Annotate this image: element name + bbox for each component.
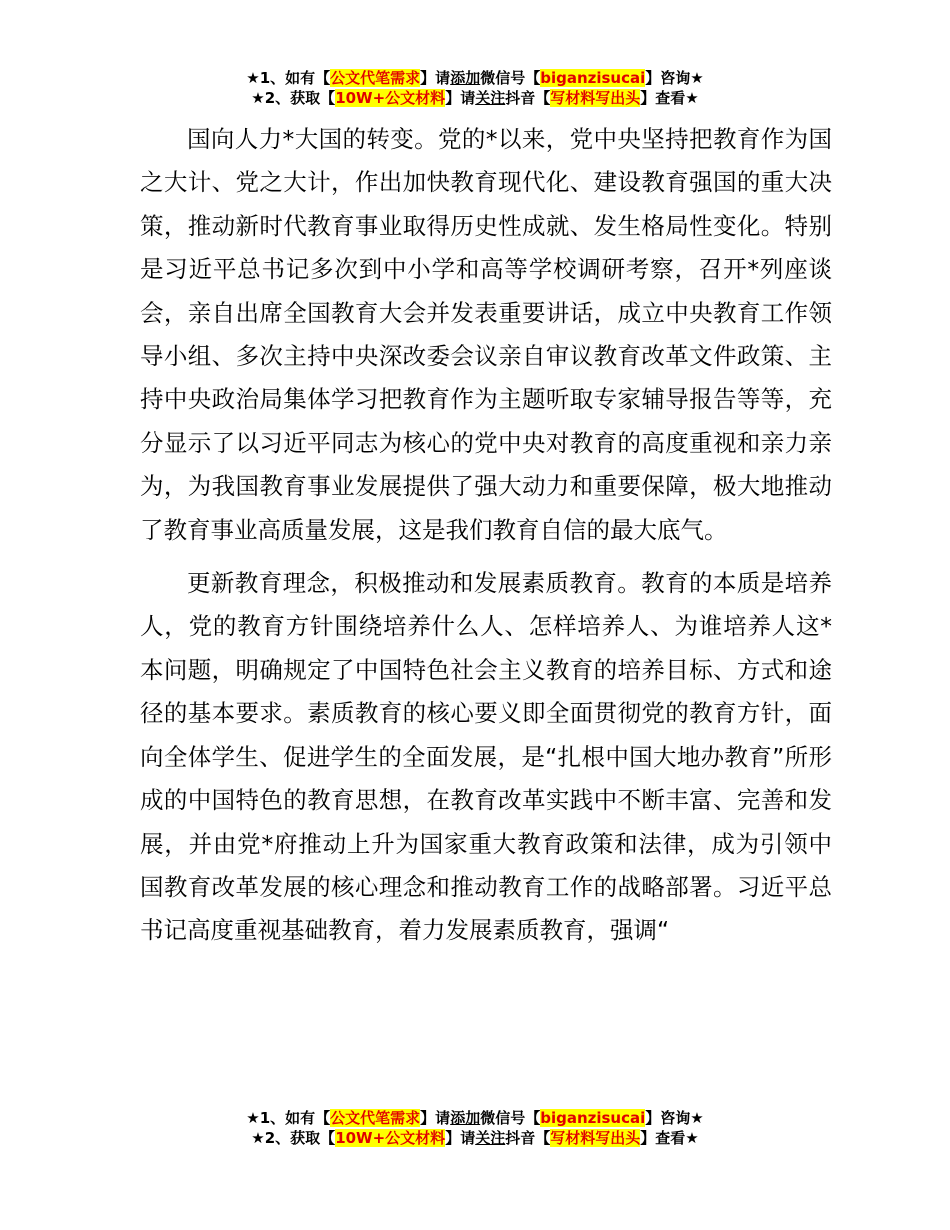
header-banner <box>0 68 950 108</box>
banner-highlight: 10W+公文材料 <box>335 89 446 107</box>
banner-underline: 添加 <box>450 1109 481 1127</box>
banner-line-2 <box>0 88 950 108</box>
banner-highlight: 公文代笔需求 <box>330 1109 421 1127</box>
document-body <box>140 118 832 953</box>
banner-text: 】咨询★ <box>645 1109 704 1127</box>
banner-line-2 <box>0 1128 950 1148</box>
banner-highlight: 10W+公文材料 <box>335 1129 446 1147</box>
banner-underline: 添加 <box>450 69 481 87</box>
banner-text: 抖音【 <box>505 89 551 107</box>
banner-text: ★1、如有【 <box>246 1109 331 1127</box>
banner-text: 】查看★ <box>640 89 699 107</box>
banner-line-1 <box>0 1108 950 1128</box>
banner-line-1 <box>0 68 950 88</box>
banner-highlight: biganzisucai <box>540 1109 646 1127</box>
banner-highlight: 公文代笔需求 <box>330 69 421 87</box>
banner-highlight: 写材料写出头 <box>550 89 641 107</box>
banner-text: 】咨询★ <box>645 69 704 87</box>
banner-text: 】查看★ <box>640 1129 699 1147</box>
banner-underline: 关注 <box>475 1129 506 1147</box>
banner-text: 】请 <box>420 69 451 87</box>
banner-text: 】请 <box>445 1129 476 1147</box>
banner-text: 抖音【 <box>505 1129 551 1147</box>
banner-text: 】请 <box>420 1109 451 1127</box>
paragraph-1: 国向人力*大国的转变。党的*以来，党中央坚持把教育作为国之大计、党之大计，作出加快教育现代化、建设教育强国的重大决策，推动新时代教育事业取得历史性成就、发生格局性变化。特别是习近平总书记多次到中小学和高等学校调研考察，召开*列座谈会，亲自出席全国教育大会并发表重要讲话，成立中央教育工作领导小组、多次主持中央深改委会议亲自审议教育改革文件政策、主持中央政治局集体学习把教育作为主题听取专家辅导报告等等，充分显示了以习近平同志为核心的党中央对教育的高度重视和亲力亲为，为我国教育事业发展提供了强大动力和重要保障，极大地推动了教育事业高质量发展，这是我们教育自信的最大底气。 <box>140 125 832 544</box>
banner-underline: 关注 <box>475 89 506 107</box>
banner-text: ★2、获取【 <box>251 1129 336 1147</box>
banner-text: 微信号【 <box>480 1109 541 1127</box>
banner-highlight: 写材料写出头 <box>550 1129 641 1147</box>
footer-banner <box>0 1108 950 1148</box>
banner-highlight: biganzisucai <box>540 69 646 87</box>
banner-text: ★1、如有【 <box>246 69 331 87</box>
paragraph-2: 更新教育理念，积极推动和发展素质教育。教育的本质是培养人，党的教育方针围绕培养什么人、怎样培养人、为谁培养人这*本问题，明确规定了中国特色社会主义教育的培养目标、方式和途径的基本要求。素质教育的核心要义即全面贯彻党的教育方针，面向全体学生、促进学生的全面发展，是“扎根中国大地办教育”所形成的中国特色的教育思想，在教育改革实践中不断丰富、完善和发展，并由党*府推动上升为国家重大教育政策和法律，成为引领中国教育改革发展的核心理念和推动教育工作的战略部署。习近平总书记高度重视基础教育，着力发展素质教育，强调“ <box>140 569 832 945</box>
banner-text: 微信号【 <box>480 69 541 87</box>
banner-text: ★2、获取【 <box>251 89 336 107</box>
banner-text: 】请 <box>445 89 476 107</box>
